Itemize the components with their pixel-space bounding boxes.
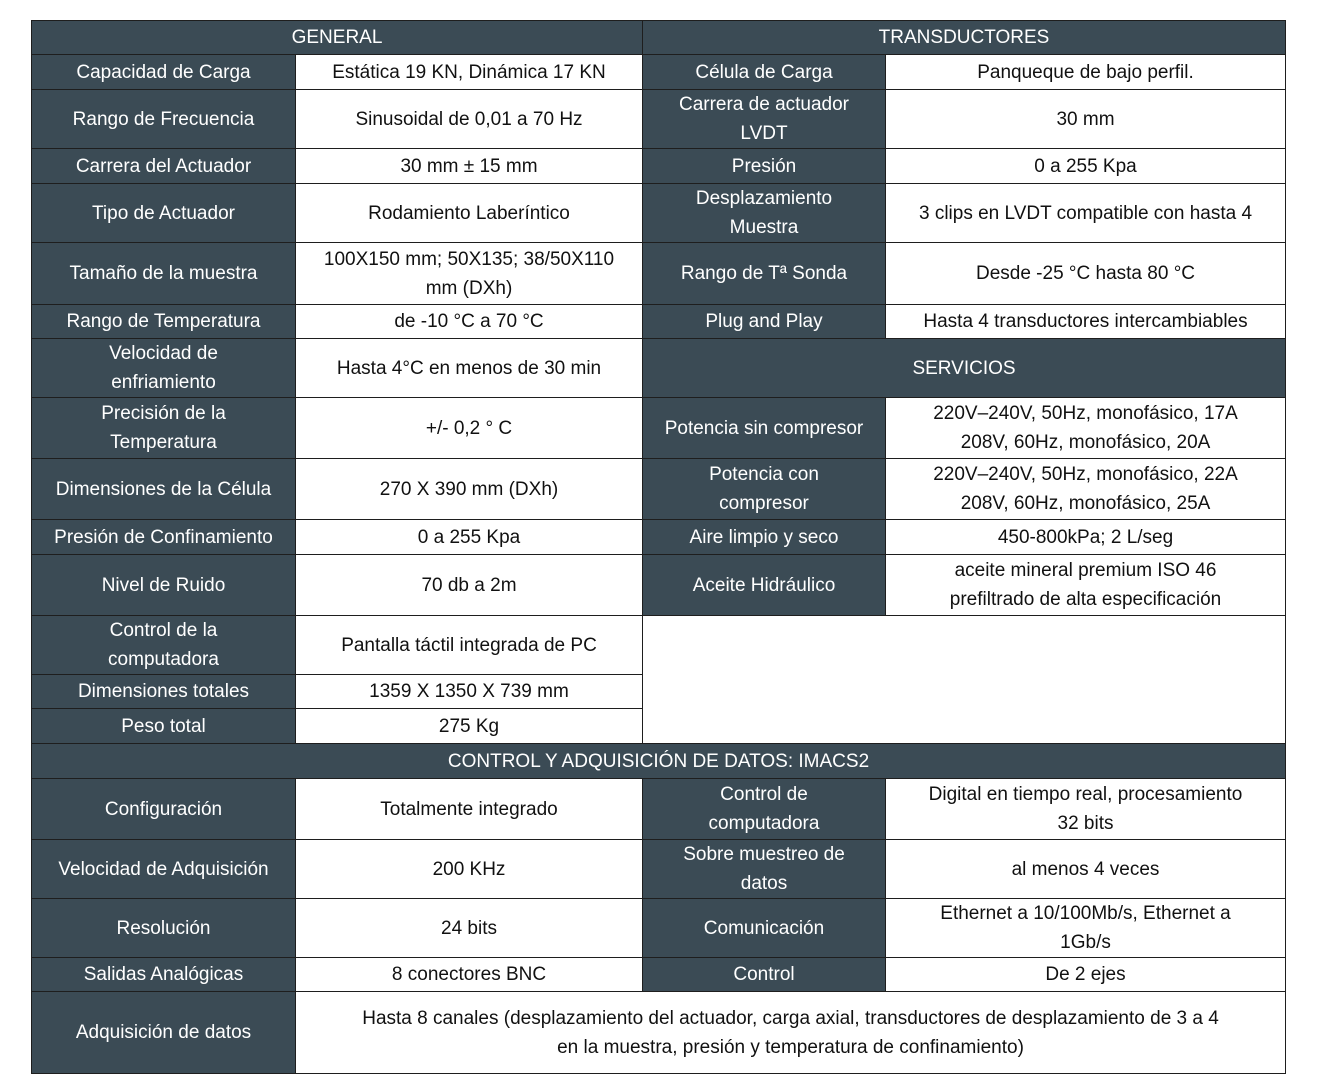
empty-cell — [643, 616, 1286, 744]
spec-value: 275 Kg — [296, 709, 643, 744]
spec-label: Célula de Carga — [643, 55, 886, 90]
spec-label: Plug and Play — [643, 305, 886, 339]
spec-value: al menos 4 veces — [886, 840, 1286, 899]
spec-value: 8 conectores BNC — [296, 958, 643, 992]
spec-label: Velocidad de Adquisición — [32, 840, 296, 899]
spec-value: 450-800kPa; 2 L/seg — [886, 520, 1286, 555]
spec-label: Presión de Confinamiento — [32, 520, 296, 555]
spec-label: Control de computadora — [643, 779, 886, 840]
spec-value: 100X150 mm; 50X135; 38/50X110 mm (DXh) — [296, 243, 643, 305]
spec-label: Control de la computadora — [32, 616, 296, 675]
spec-label: Potencia con compresor — [643, 459, 886, 520]
spec-value: Ethernet a 10/100Mb/s, Ethernet a 1Gb/s — [886, 899, 1286, 958]
spec-label: Peso total — [32, 709, 296, 744]
spec-label: Tamaño de la muestra — [32, 243, 296, 305]
spec-label: Velocidad de enfriamiento — [32, 339, 296, 398]
spec-value: aceite mineral premium ISO 46 prefiltrado de alta especificación — [886, 555, 1286, 616]
spec-value: Digital en tiempo real, procesamiento 32 bits — [886, 779, 1286, 840]
spec-value: 3 clips en LVDT compatible con hasta 4 — [886, 184, 1286, 243]
spec-label: Presión — [643, 149, 886, 184]
spec-value: De 2 ejes — [886, 958, 1286, 992]
spec-label: Comunicación — [643, 899, 886, 958]
section-header-transductores: TRANSDUCTORES — [643, 21, 1286, 55]
spec-label: Potencia sin compresor — [643, 398, 886, 459]
spec-value: Hasta 4°C en menos de 30 min — [296, 339, 643, 398]
spec-label: Desplazamiento Muestra — [643, 184, 886, 243]
spec-table — [31, 20, 1286, 1074]
spec-value: 1359 X 1350 X 739 mm — [296, 675, 643, 709]
spec-label: Rango de Tª Sonda — [643, 243, 886, 305]
spec-value: 200 KHz — [296, 840, 643, 899]
section-header-control: CONTROL Y ADQUISICIÓN DE DATOS: IMACS2 — [32, 744, 1286, 779]
spec-value: Panqueque de bajo perfil. — [886, 55, 1286, 90]
spec-label: Capacidad de Carga — [32, 55, 296, 90]
spec-value: 30 mm — [886, 90, 1286, 149]
spec-value: 70 db a 2m — [296, 555, 643, 616]
spec-value: Estática 19 KN, Dinámica 17 KN — [296, 55, 643, 90]
spec-value: 270 X 390 mm (DXh) — [296, 459, 643, 520]
spec-label: Adquisición de datos — [32, 992, 296, 1074]
spec-label: Nivel de Ruido — [32, 555, 296, 616]
spec-label: Carrera de actuador LVDT — [643, 90, 886, 149]
spec-value: Hasta 8 canales (desplazamiento del actuador, carga axial, transductores de desplazamiento de 3 a 4 en la muestra, presión y temperatura de confinamiento) — [296, 992, 1286, 1074]
spec-value: de -10 °C a 70 °C — [296, 305, 643, 339]
spec-value: Sinusoidal de 0,01 a 70 Hz — [296, 90, 643, 149]
spec-label: Precisión de la Temperatura — [32, 398, 296, 459]
spec-label: Tipo de Actuador — [32, 184, 296, 243]
spec-value: 220V–240V, 50Hz, monofásico, 22A 208V, 60Hz, monofásico, 25A — [886, 459, 1286, 520]
spec-value: Totalmente integrado — [296, 779, 643, 840]
spec-label: Aceite Hidráulico — [643, 555, 886, 616]
spec-value: Desde -25 °C hasta 80 °C — [886, 243, 1286, 305]
spec-label: Dimensiones totales — [32, 675, 296, 709]
spec-value: +/- 0,2 ° C — [296, 398, 643, 459]
spec-label: Salidas Analógicas — [32, 958, 296, 992]
section-header-general: GENERAL — [32, 21, 643, 55]
spec-label: Rango de Frecuencia — [32, 90, 296, 149]
spec-label: Aire limpio y seco — [643, 520, 886, 555]
spec-value: 220V–240V, 50Hz, monofásico, 17A 208V, 60Hz, monofásico, 20A — [886, 398, 1286, 459]
spec-value: Pantalla táctil integrada de PC — [296, 616, 643, 675]
spec-label: Dimensiones de la Célula — [32, 459, 296, 520]
spec-value: 30 mm ± 15 mm — [296, 149, 643, 184]
spec-label: Resolución — [32, 899, 296, 958]
spec-label: Sobre muestreo de datos — [643, 840, 886, 899]
section-header-servicios: SERVICIOS — [643, 339, 1286, 398]
spec-label: Control — [643, 958, 886, 992]
spec-value: 0 a 255 Kpa — [296, 520, 643, 555]
spec-value: Rodamiento Laberíntico — [296, 184, 643, 243]
spec-label: Configuración — [32, 779, 296, 840]
spec-value: Hasta 4 transductores intercambiables — [886, 305, 1286, 339]
spec-value: 0 a 255 Kpa — [886, 149, 1286, 184]
spec-value: 24 bits — [296, 899, 643, 958]
spec-label: Carrera del Actuador — [32, 149, 296, 184]
spec-label: Rango de Temperatura — [32, 305, 296, 339]
